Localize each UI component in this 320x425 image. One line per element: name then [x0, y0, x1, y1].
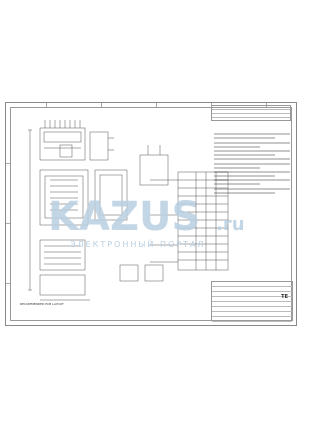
watermark-logo	[48, 196, 253, 236]
brand-logo: TE	[281, 294, 288, 300]
recommended-layout-label: RECOMMENDED PCB LAYOUT	[20, 302, 64, 306]
watermark-subtitle: ЭЛЕКТРОННЫЙ ПОРТАЛ	[70, 240, 206, 249]
watermark-logo-text: KAZUS	[48, 196, 201, 236]
watermark-domain: .ru	[216, 214, 245, 235]
